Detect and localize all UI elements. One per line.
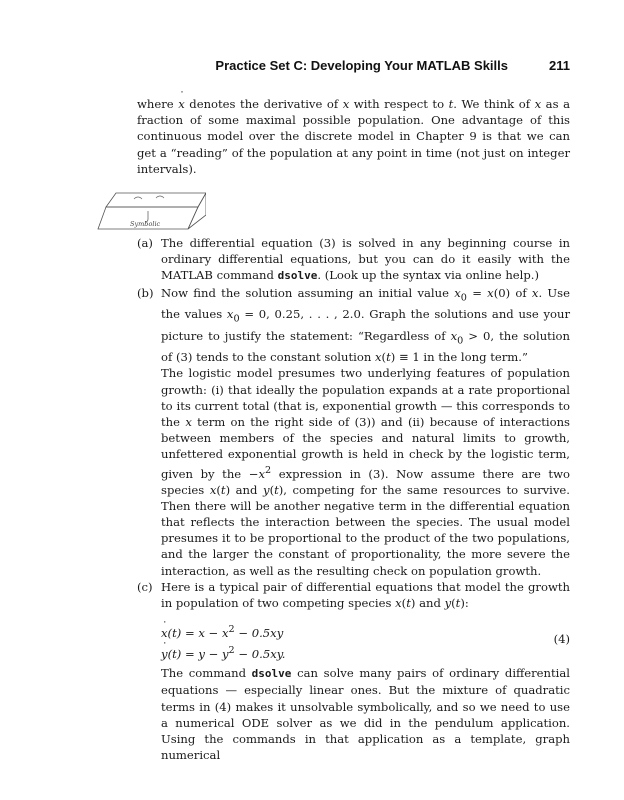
equation-block (161, 621, 570, 661)
equation-number: (4) (553, 632, 570, 647)
symbolic-margin-icon (96, 189, 206, 237)
item-label: (a) (137, 236, 153, 250)
exercise-list (137, 235, 570, 763)
list-item-b (137, 285, 570, 579)
running-title: Practice Set C: Developing Your MATLAB Skills (215, 58, 508, 73)
item-a-text: The differential equation (3) is solved in any beginning course in ordinary differential equations, but you can do it easily with the MATLAB command dsolve. (Look up the syntax via online help.) (161, 236, 570, 283)
item-label: (b) (137, 285, 154, 300)
item-b-paragraph-2: The logistic model presumes two underlying features of population growth: (i) that ideally the population expands at a rate proportional to its current total (that is, exponential growth — this corresponds to the x term on the right side of (3)) and (ii) because of interactions between members of the species and natural limits to growth, unfettered exponential growth is held in check by the logistic term, given by the $-x^2$ expression in (3). Now assume there are two species x(t) and y(t), competing for the same resources to survive. Then there will be another negative term in the differential equation that reflects the interaction between the species. The usual model presumes it to be proportional to the product of the two populations, and the larger the constant of proportionality, the more severe the interaction, as well as the resulting check on population growth. (161, 366, 570, 578)
list-item-c (137, 579, 570, 764)
equation-y: ˙ $y(t) = y - y^2 - 0.5xy$. (161, 642, 570, 663)
item-c-paragraph-2: The command dsolve can solve many pairs of ordinary differential equations — especially linear ones. But the mixture of quadratic terms in (4) makes it unsolvable symbolically, and so we need to use a numerical ODE solver as we did in the pendulum application. Using the commands in that application as a template, graph numerical (161, 666, 570, 763)
item-c-paragraph-1: Here is a typical pair of differential equations that model the growth in population of two competing species x(t) and y(t): (161, 579, 570, 611)
code-dsolve: dsolve (251, 667, 292, 681)
page-number: 211 (549, 58, 570, 73)
item-b-paragraph-1: Now find the solution assuming an initial value $x_0 = x(0)$ of x. Use the values $x_0 = 0$, 0.25, . . . , 2.0. Graph the solutions and use your picture to justify the statement: “Regardless of $x_0 > 0$, the solution of (3) tends to the constant solution x(t) ≡ 1 in the long term.” (161, 285, 570, 365)
intro-paragraph: where ˙ x denotes the derivative of x with respect to t. We think of x as a fraction of some maximal possible population. One advantage of this continuous model over the discrete model in Chapter 9 is that we can get a “reading” of the population at any point in time (not just on integer intervals). (137, 96, 570, 177)
equation-x: ˙ $x(t) = x - x^2 - 0.5xy$ (161, 621, 570, 642)
box-icon (96, 189, 206, 237)
list-item-a (137, 235, 570, 285)
x-dot-symbol: ˙ x (178, 96, 185, 112)
margin-icon-caption: Symbolic (130, 220, 161, 228)
code-dsolve: dsolve (277, 269, 318, 283)
item-label: (c) (137, 579, 153, 594)
